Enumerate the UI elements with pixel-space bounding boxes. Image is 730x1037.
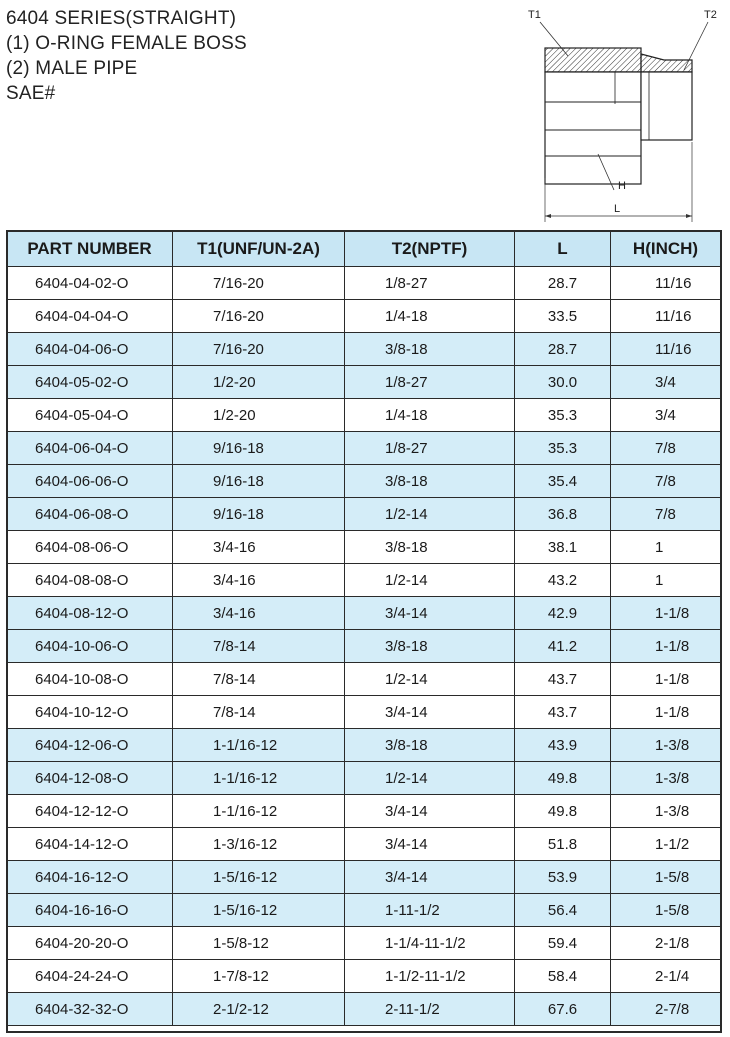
col-part-number: PART NUMBER (7, 231, 173, 267)
t1-cell: 7/16-20 (173, 267, 345, 300)
part-number-cell: 6404-24-24-O (7, 960, 173, 993)
l-cell: 33.5 (515, 300, 611, 333)
part-number-cell: 6404-12-12-O (7, 795, 173, 828)
h-cell: 1-1/8 (611, 696, 721, 729)
l-cell: 43.7 (515, 696, 611, 729)
t1-cell: 1-7/8-12 (173, 960, 345, 993)
l-cell: 38.1 (515, 531, 611, 564)
t1-cell: 1-5/16-12 (173, 894, 345, 927)
table-row (7, 828, 721, 861)
table-row (7, 432, 721, 465)
table-row (7, 663, 721, 696)
h-cell: 1-1/8 (611, 597, 721, 630)
t2-cell: 1/8-27 (345, 366, 515, 399)
table-row (7, 729, 721, 762)
part-number-cell: 6404-32-32-O (7, 993, 173, 1026)
h-cell: 7/8 (611, 432, 721, 465)
l-cell: 36.8 (515, 498, 611, 531)
part-number-cell: 6404-06-06-O (7, 465, 173, 498)
table-row (7, 894, 721, 927)
h-cell: 1-3/8 (611, 795, 721, 828)
t2-cell: 1-1/4-11-1/2 (345, 927, 515, 960)
l-cell: 42.9 (515, 597, 611, 630)
title-block (6, 6, 247, 106)
fitting-drawing (518, 4, 724, 222)
table-row (7, 630, 721, 663)
t2-cell: 3/4-14 (345, 795, 515, 828)
t1-cell: 1-5/16-12 (173, 861, 345, 894)
t2-cell: 1/2-14 (345, 663, 515, 696)
t2-cell: 3/4-14 (345, 828, 515, 861)
l-cell: 28.7 (515, 267, 611, 300)
part-number-cell: 6404-12-08-O (7, 762, 173, 795)
table-row (7, 795, 721, 828)
t1-cell: 1-1/16-12 (173, 795, 345, 828)
l-cell: 43.9 (515, 729, 611, 762)
part-number-cell: 6404-04-06-O (7, 333, 173, 366)
t1-cell: 1/2-20 (173, 399, 345, 432)
t1-cell: 1/2-20 (173, 366, 345, 399)
l-cell: 28.7 (515, 333, 611, 366)
part-number-cell: 6404-20-20-O (7, 927, 173, 960)
table-row (7, 531, 721, 564)
l-cell: 49.8 (515, 795, 611, 828)
l-cell: 49.8 (515, 762, 611, 795)
t1-label: T1 (528, 9, 541, 21)
col-h: H(INCH) (611, 231, 721, 267)
t2-cell: 2-11-1/2 (345, 993, 515, 1026)
t1-cell: 9/16-18 (173, 432, 345, 465)
h-cell: 1-5/8 (611, 861, 721, 894)
table-row (7, 267, 721, 300)
t1-cell: 1-3/16-12 (173, 828, 345, 861)
h-cell: 11/16 (611, 267, 721, 300)
table-row (7, 597, 721, 630)
t1-cell: 7/16-20 (173, 333, 345, 366)
l-cell: 58.4 (515, 960, 611, 993)
t2-cell: 3/8-18 (345, 729, 515, 762)
table-row (7, 960, 721, 993)
h-label: H (618, 180, 626, 192)
part-number-cell: 6404-10-06-O (7, 630, 173, 663)
h-cell: 2-7/8 (611, 993, 721, 1026)
t2-cell: 3/8-18 (345, 531, 515, 564)
l-cell: 35.3 (515, 432, 611, 465)
port-1-description: (1) O-RING FEMALE BOSS (6, 33, 247, 54)
part-number-cell: 6404-08-08-O (7, 564, 173, 597)
l-cell: 41.2 (515, 630, 611, 663)
table-row (7, 564, 721, 597)
table-row (7, 399, 721, 432)
col-t2: T2(NPTF) (345, 231, 515, 267)
t1-cell: 1-5/8-12 (173, 927, 345, 960)
h-cell: 1-5/8 (611, 894, 721, 927)
table-row (7, 498, 721, 531)
table-row (7, 993, 721, 1026)
t2-cell: 1/2-14 (345, 498, 515, 531)
table-row (7, 366, 721, 399)
l-cell: 53.9 (515, 861, 611, 894)
t1-cell: 7/8-14 (173, 663, 345, 696)
table-row (7, 861, 721, 894)
part-number-cell: 6404-06-04-O (7, 432, 173, 465)
l-cell: 43.2 (515, 564, 611, 597)
h-cell: 1-1/8 (611, 630, 721, 663)
h-cell: 1-1/2 (611, 828, 721, 861)
t1-cell: 7/16-20 (173, 300, 345, 333)
part-number-cell: 6404-04-02-O (7, 267, 173, 300)
part-number-cell: 6404-14-12-O (7, 828, 173, 861)
table-row (7, 333, 721, 366)
t1-cell: 2-1/2-12 (173, 993, 345, 1026)
t1-cell: 1-1/16-12 (173, 762, 345, 795)
l-label: L (614, 203, 621, 215)
t1-cell: 9/16-18 (173, 498, 345, 531)
h-cell: 11/16 (611, 333, 721, 366)
table-row (7, 696, 721, 729)
part-number-cell: 6404-10-12-O (7, 696, 173, 729)
h-cell: 1-1/8 (611, 663, 721, 696)
t1-cell: 3/4-16 (173, 531, 345, 564)
t1-cell: 3/4-16 (173, 564, 345, 597)
t2-cell: 1/4-18 (345, 300, 515, 333)
sae-label: SAE# (6, 83, 56, 104)
t2-cell: 3/4-14 (345, 861, 515, 894)
header-row (7, 231, 721, 267)
h-cell: 2-1/8 (611, 927, 721, 960)
part-number-cell: 6404-12-06-O (7, 729, 173, 762)
t1-cell: 9/16-18 (173, 465, 345, 498)
l-cell: 51.8 (515, 828, 611, 861)
table-row (7, 300, 721, 333)
col-t1: T1(UNF/UN-2A) (173, 231, 345, 267)
table-row (7, 927, 721, 960)
part-number-cell: 6404-06-08-O (7, 498, 173, 531)
part-number-cell: 6404-05-02-O (7, 366, 173, 399)
table-row (7, 465, 721, 498)
part-number-cell: 6404-16-16-O (7, 894, 173, 927)
h-cell: 1 (611, 564, 721, 597)
t2-cell: 1/2-14 (345, 564, 515, 597)
h-cell: 7/8 (611, 498, 721, 531)
t2-cell: 1-11-1/2 (345, 894, 515, 927)
t2-cell: 3/8-18 (345, 465, 515, 498)
h-cell: 11/16 (611, 300, 721, 333)
h-cell: 1-3/8 (611, 762, 721, 795)
series-title: 6404 SERIES(STRAIGHT) (6, 8, 237, 29)
l-cell: 56.4 (515, 894, 611, 927)
part-number-cell: 6404-10-08-O (7, 663, 173, 696)
t2-label: T2 (704, 9, 717, 21)
l-cell: 35.4 (515, 465, 611, 498)
h-cell: 1 (611, 531, 721, 564)
h-cell: 7/8 (611, 465, 721, 498)
h-cell: 3/4 (611, 399, 721, 432)
t1-cell: 3/4-16 (173, 597, 345, 630)
port-2-description: (2) MALE PIPE (6, 58, 138, 79)
part-number-cell: 6404-04-04-O (7, 300, 173, 333)
t2-cell: 3/8-18 (345, 333, 515, 366)
part-number-cell: 6404-16-12-O (7, 861, 173, 894)
t2-cell: 1/8-27 (345, 267, 515, 300)
t2-cell: 3/4-14 (345, 597, 515, 630)
part-number-cell: 6404-08-12-O (7, 597, 173, 630)
l-cell: 35.3 (515, 399, 611, 432)
t2-cell: 1/2-14 (345, 762, 515, 795)
t2-cell: 3/8-18 (345, 630, 515, 663)
part-number-cell: 6404-05-04-O (7, 399, 173, 432)
l-cell: 30.0 (515, 366, 611, 399)
t2-cell: 1/4-18 (345, 399, 515, 432)
t1-cell: 7/8-14 (173, 696, 345, 729)
spec-table (6, 230, 721, 1026)
t2-cell: 1/8-27 (345, 432, 515, 465)
col-l: L (515, 231, 611, 267)
t2-cell: 3/4-14 (345, 696, 515, 729)
l-cell: 43.7 (515, 663, 611, 696)
h-cell: 1-3/8 (611, 729, 721, 762)
t2-cell: 1-1/2-11-1/2 (345, 960, 515, 993)
l-cell: 67.6 (515, 993, 611, 1026)
table-row (7, 762, 721, 795)
h-cell: 3/4 (611, 366, 721, 399)
h-cell: 2-1/4 (611, 960, 721, 993)
part-number-cell: 6404-08-06-O (7, 531, 173, 564)
t1-cell: 7/8-14 (173, 630, 345, 663)
t1-cell: 1-1/16-12 (173, 729, 345, 762)
l-cell: 59.4 (515, 927, 611, 960)
